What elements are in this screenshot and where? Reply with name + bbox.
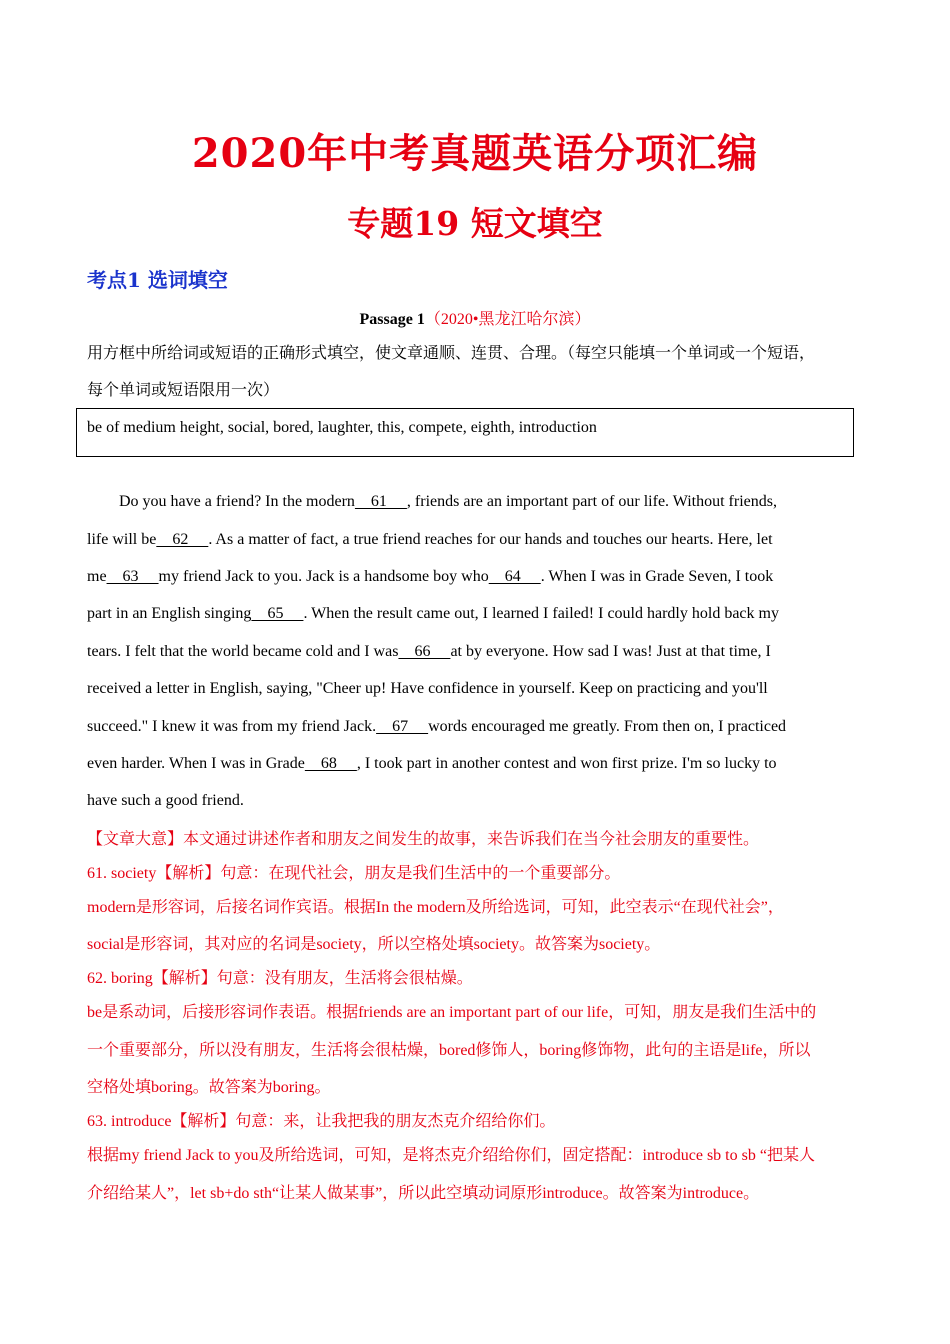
- blank-68: 68: [304, 755, 357, 772]
- word-box: [76, 408, 854, 457]
- passage-segment: me: [87, 568, 107, 585]
- analysis-line: 根据my friend Jack to you及所给选词，可知，是将杰克介绍给你们，固定搭配：introduce sb to sb “把某人: [87, 1147, 815, 1164]
- passage-line: [119, 493, 777, 511]
- blank-66: 66: [398, 643, 451, 660]
- blank-61: 61: [354, 493, 407, 510]
- passage-segment: . When I was in Grade Seven, I took: [540, 568, 774, 585]
- analysis-line: 介绍给某人”，let sb+do sth“让某人做某事”，所以此空填动词原形introduce。故答案为introduce。: [87, 1185, 760, 1202]
- passage-line: [87, 792, 244, 810]
- analysis-line: 空格处填boring。故答案为boring。: [87, 1079, 331, 1096]
- word-box-text: be of medium height, social, bored, laughter, this, compete, eighth, introduction: [87, 419, 597, 436]
- passage-segment: received a letter in English, saying, "Cheer up! Have confidence in yourself. Keep on practicing and you'll: [87, 680, 768, 697]
- analysis-line: 62. boring【解析】句意：没有朋友，生活将会很枯燥。: [87, 970, 473, 987]
- passage-segment: succeed." I knew it was from my friend Jack.: [87, 718, 377, 735]
- analysis-line: social是形容词，其对应的名词是society，所以空格处填society。故答案为society。: [87, 936, 661, 953]
- passage-line: [87, 568, 773, 586]
- blank-67: 67: [376, 718, 429, 735]
- analysis-line: 61. society【解析】句意：在现代社会，朋友是我们生活中的一个重要部分。: [87, 865, 621, 882]
- analysis-line: modern是形容词，后接名词作宾语。根据In the modern及所给选词，可知，此空表示“在现代社会”，: [87, 899, 784, 916]
- passage-segment: . As a matter of fact, a true friend reaches for our hands and touches our hearts. Here, let: [208, 531, 773, 548]
- passage-line: [87, 755, 777, 773]
- analysis-line: 【文章大意】本文通过讲述作者和朋友之间发生的故事，来告诉我们在当今社会朋友的重要性。: [87, 831, 760, 848]
- passage-segment: Do you have a friend? In the modern: [119, 493, 355, 510]
- passage-line: [87, 605, 779, 623]
- passage-segment: tears. I felt that the world became cold and I was: [87, 643, 399, 660]
- blank-64: 64: [488, 568, 541, 585]
- instruction-line: 用方框中所给词或短语的正确形式填空，使文章通顺、连贯、合理。（每空只能填一个单词或一个短语，: [87, 345, 816, 362]
- analysis-line: be是系动词，后接形容词作表语。根据friends are an important part of our life，可知，朋友是我们生活中的: [87, 1004, 817, 1021]
- passage-line: [87, 643, 771, 661]
- analysis-line: 一个重要部分，所以没有朋友，生活将会很枯燥，bored修饰人，boring修饰物，此句的主语是life，所以: [87, 1042, 811, 1059]
- passage-line: [87, 718, 786, 736]
- passage-segment: have such a good friend.: [87, 792, 244, 809]
- passage-segment: , friends are an important part of our life. Without friends,: [406, 493, 777, 510]
- passage-heading: [0, 306, 950, 329]
- passage-segment: , I took part in another contest and won first prize. I'm so lucky to: [356, 755, 777, 772]
- passage-segment: at by everyone. How sad I was! Just at that time, I: [450, 643, 771, 660]
- passage-segment: even harder. When I was in Grade: [87, 755, 305, 772]
- passage-segment: part in an English singing: [87, 605, 252, 622]
- passage-segment: my friend Jack to you. Jack is a handsome boy who: [158, 568, 489, 585]
- passage-source: （2020•黑龙江哈尔滨）: [424, 311, 591, 328]
- passage-segment: words encouraged me greatly. From then on, I practiced: [428, 718, 787, 735]
- analysis-line: 63. introduce【解析】句意：来，让我把我的朋友杰克介绍给你们。: [87, 1113, 556, 1130]
- blank-65: 65: [251, 605, 304, 622]
- passage-line: [87, 531, 773, 549]
- passage-segment: . When the result came out, I learned I failed! I could hardly hold back my: [303, 605, 779, 622]
- document-subtitle: 专题19 短文填空: [347, 204, 603, 243]
- blank-62: 62: [156, 531, 209, 548]
- passage-segment: life will be: [87, 531, 157, 548]
- passage-line: [87, 680, 768, 698]
- instruction-line: 每个单词或短语限用一次）: [87, 382, 280, 399]
- document-title: 2020年中考真题英语分项汇编: [191, 130, 759, 177]
- section-heading: 考点1 选词填空: [87, 268, 228, 292]
- passage-label: Passage 1: [359, 311, 425, 328]
- blank-63: 63: [106, 568, 159, 585]
